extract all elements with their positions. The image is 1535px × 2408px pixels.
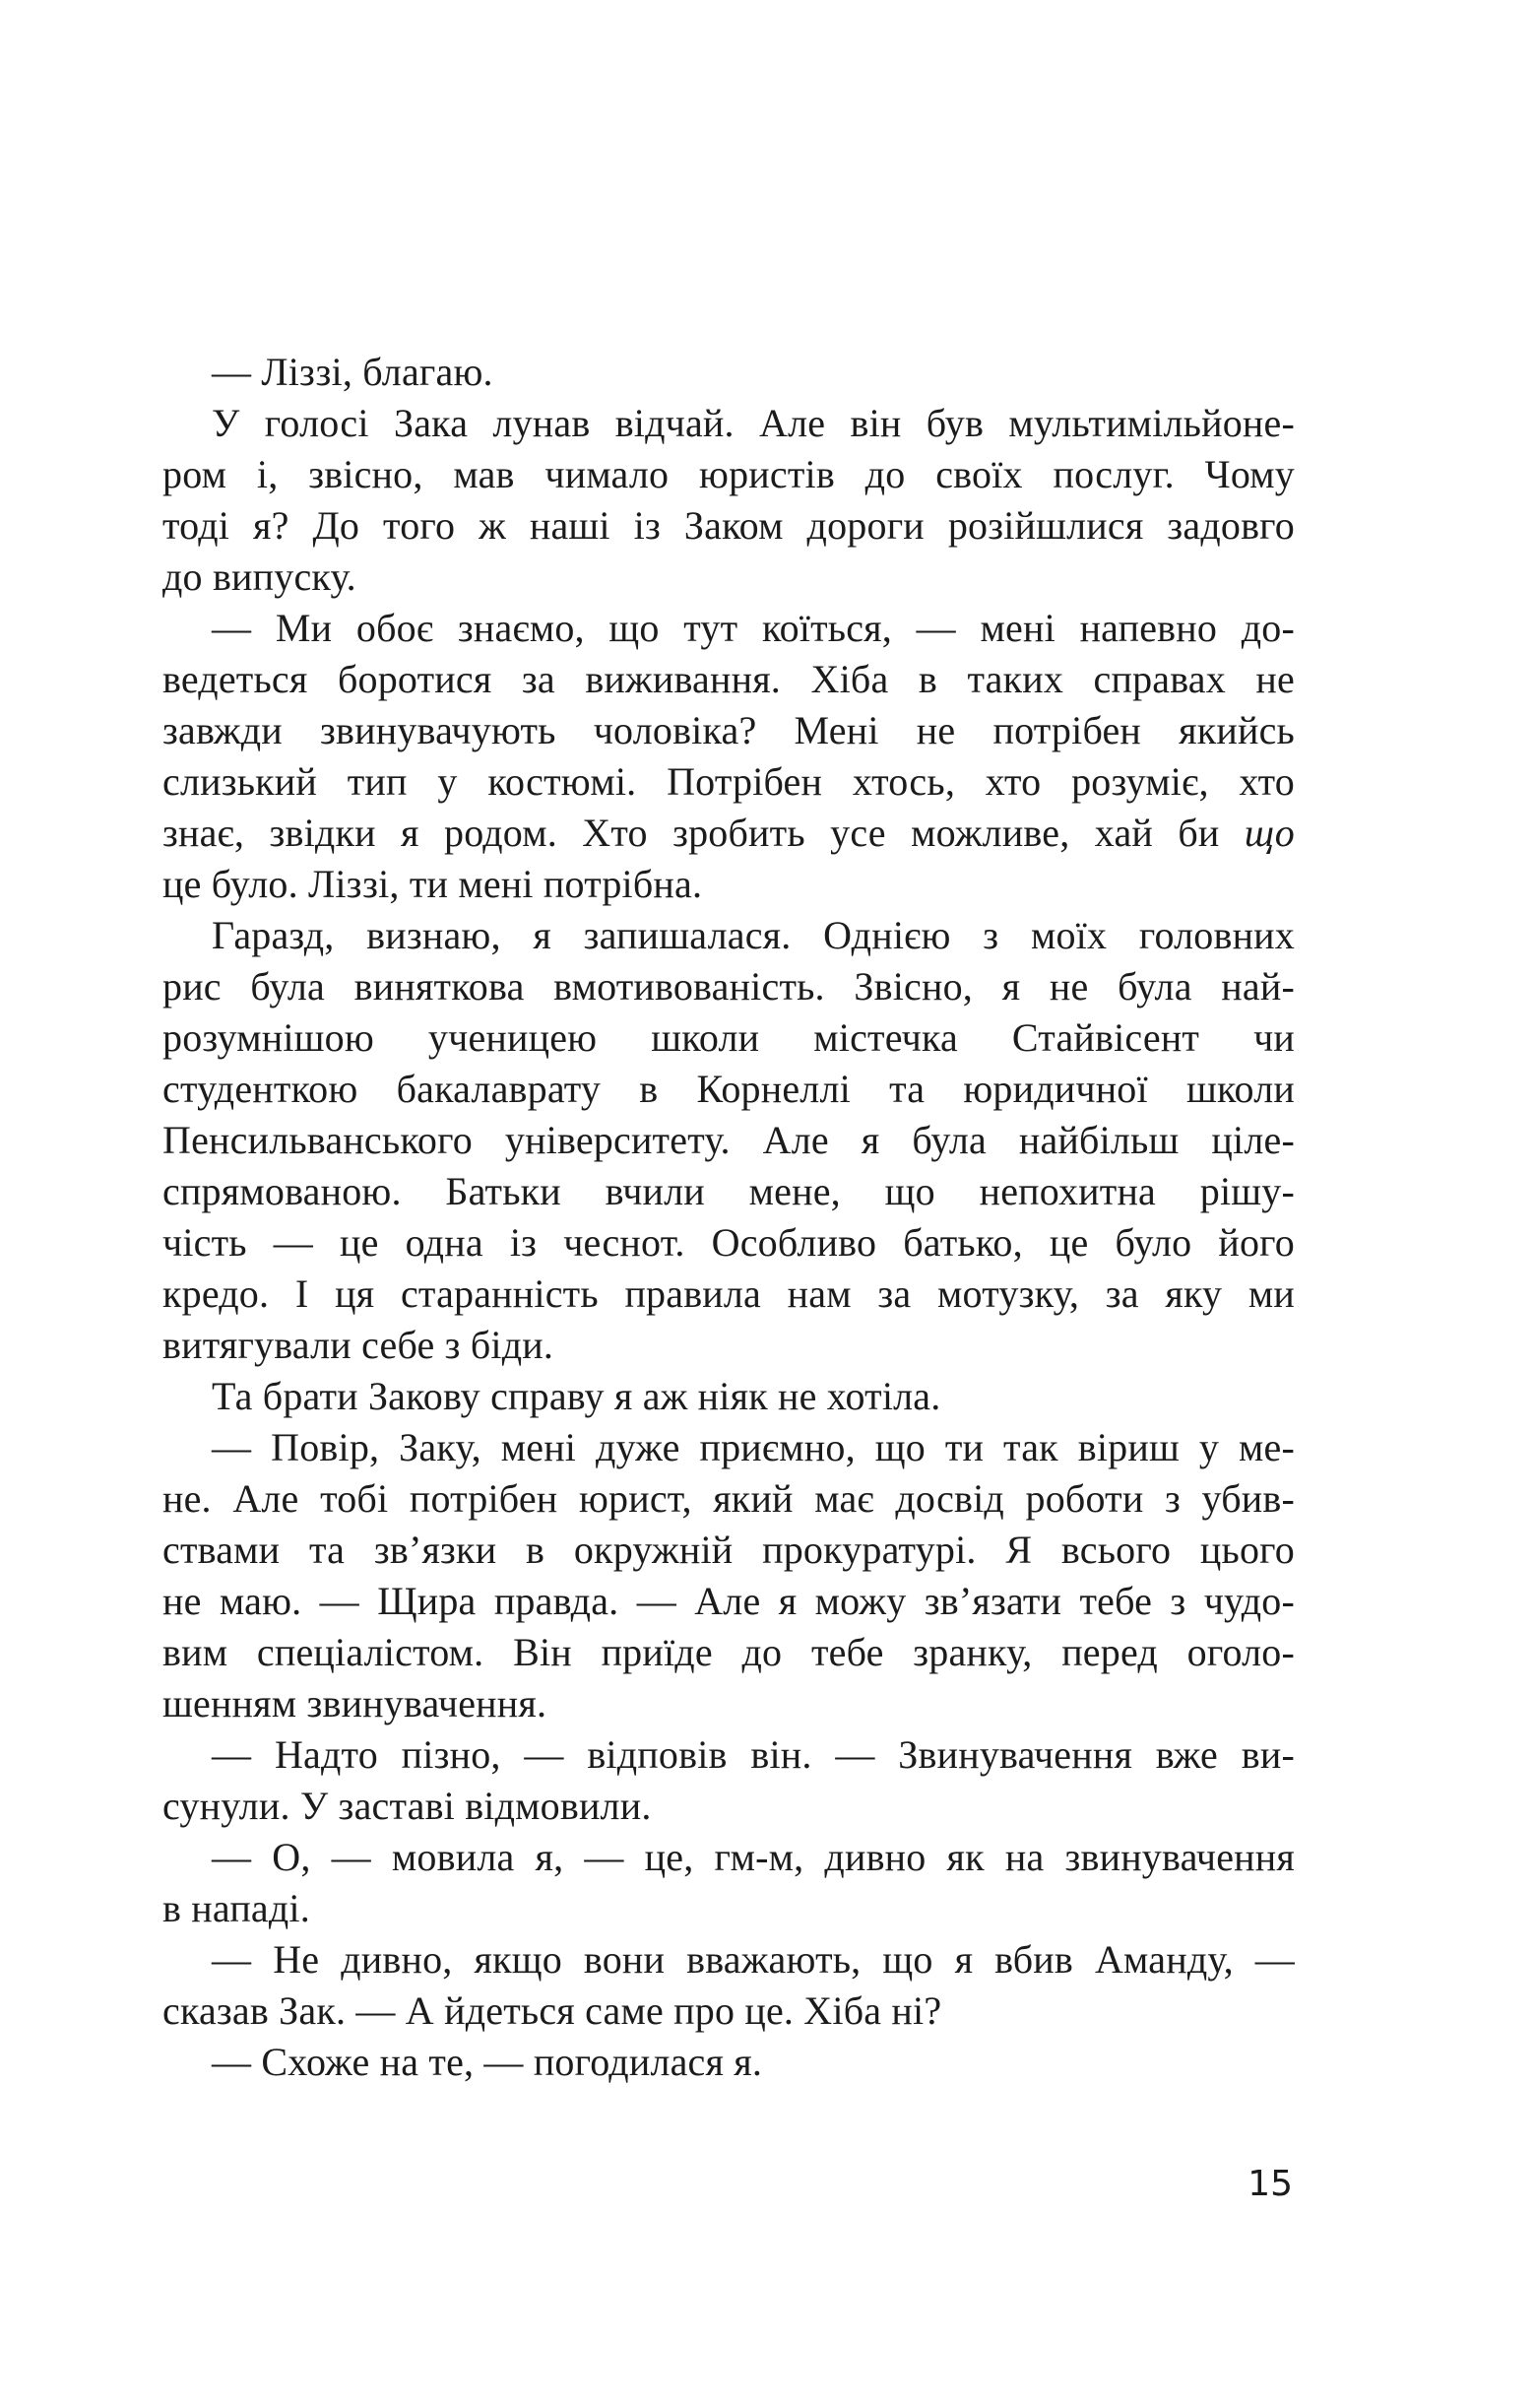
text-block (162, 347, 1295, 2088)
text-line: — Схоже на те, — погодилася я. (212, 2040, 763, 2084)
text-line: спрямованою. Батьки вчили мене, що непохитна рішу- (162, 1169, 1295, 1213)
text-line: це було. Ліззі, ти мені потрібна. (162, 862, 703, 906)
text-line: — Повір, Заку, мені дуже приємно, що ти так віриш у ме- (212, 1425, 1295, 1469)
text-line: Пенсильванського університету. Але я була найбільш ціле- (162, 1118, 1295, 1162)
text-line: — Ми обоє знаємо, що тут коїться, — мені напевно до- (212, 606, 1295, 650)
text-line: сунули. У заставі відмовили. (162, 1784, 652, 1828)
text-line: Гаразд, визнаю, я запишалася. Однією з моїх головних (212, 913, 1295, 957)
text-line: слизький тип у костюмі. Потрібен хтось, хто розуміє, хто (162, 759, 1295, 804)
text-line: не. Але тобі потрібен юрист, який має досвід роботи з убив- (162, 1476, 1295, 1521)
text-line: до випуску. (162, 554, 356, 599)
text-line: витягували себе з біди. (162, 1323, 554, 1367)
text-line: — Не дивно, якщо вони вважають, що я вбив Аманду, — (212, 1937, 1295, 1982)
text-line: кредо. І ця старанність правила нам за мотузку, за яку ми (162, 1271, 1295, 1316)
text-line: рис була виняткова вмотивованість. Звісно, я не була най- (162, 964, 1295, 1009)
text-line: Та брати Закову справу я аж ніяк не хотіла. (212, 1374, 941, 1418)
text-line: чість — це одна із чеснот. Особливо батько, це було його (162, 1220, 1295, 1265)
text-line: не маю. — Щира правда. — Але я можу зв’язати тебе з чудо- (162, 1579, 1295, 1623)
emphasized-word: що (1244, 811, 1295, 855)
text-line: — О, — мовила я, — це, гм-м, дивно як на звинувачення (212, 1835, 1295, 1879)
text-line: розумнішою ученицею школи містечка Стайвісент чи (162, 1015, 1295, 1060)
text-line: завжди звинувачують чоловіка? Мені не потрібен якийсь (162, 708, 1295, 752)
text-line: — Надто пізно, — відповів він. — Звинувачення вже ви- (212, 1732, 1295, 1777)
text-line: тоді я? До того ж наші із Заком дороги розійшлися задовго (162, 503, 1295, 548)
text-line: сказав Зак. — А йдеться саме про це. Хіба ні? (162, 1988, 942, 2033)
text-line: — Ліззі, благаю. (212, 350, 493, 394)
text-line (162, 808, 1295, 859)
text-line: ствами та зв’язки в окружній прокуратурі. Я всього цього (162, 1528, 1295, 1572)
text-line: шенням звинувачення. (162, 1681, 547, 1725)
page-number: 15 (1247, 2164, 1293, 2204)
text-line: студенткою бакалаврату в Корнеллі та юридичної школи (162, 1067, 1295, 1111)
text-line: ведеться боротися за виживання. Хіба в таких справах не (162, 657, 1295, 701)
text-line: ром і, звісно, мав чимало юристів до своїх послуг. Чому (162, 452, 1295, 496)
text-line: в нападі. (162, 1886, 310, 1930)
text-line: вим спеціалістом. Він приїде до тебе зранку, перед оголо- (162, 1630, 1295, 1674)
text-segment: знає, звідки я родом. Хто зробить усе можливе, хай би (162, 811, 1245, 855)
text-line: У голосі Зака лунав відчай. Але він був мультимільйоне- (212, 401, 1295, 445)
